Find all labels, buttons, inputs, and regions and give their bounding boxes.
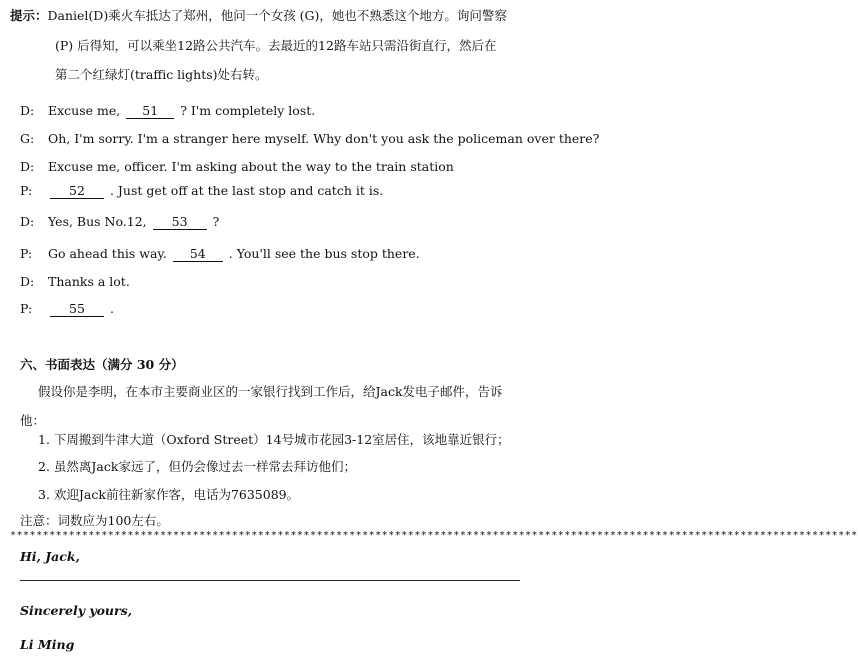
dialogue-line: Thanks a lot.: [48, 274, 130, 289]
hint-line-3: 第二个红绿灯(traffic lights)处右转。: [55, 67, 268, 82]
dialogue-text: ?: [208, 214, 220, 229]
dialogue-text: ? I'm completely lost.: [176, 103, 316, 118]
writing-point-3: 3. 欢迎Jack前往新家作客，电话为7635089。: [38, 487, 300, 502]
speaker-label: P:: [20, 246, 33, 261]
writing-point-1: 1. 下周搬到牛津大道（Oxford Street）14号城市花园3-12室居住，该地靠近银行；: [38, 432, 510, 447]
speaker-label: P:: [20, 183, 33, 198]
dialogue-line: Excuse me, officer. I'm asking about the way to the train station: [48, 159, 454, 174]
blank-52[interactable]: 52: [50, 184, 104, 199]
speaker-label: D:: [20, 103, 35, 118]
dialogue-line: [48, 183, 383, 199]
dialogue-line: [48, 246, 420, 262]
writing-prompt-line-2: 他：: [20, 413, 46, 428]
dialogue-text: . Just get off at the last stop and catch it is.: [106, 183, 384, 198]
speaker-label: D:: [20, 159, 35, 174]
writing-point-2: 2. 虽然离Jack家远了，但仍会像过去一样常去拜访他们；: [38, 459, 356, 474]
speaker-label: P:: [20, 301, 33, 316]
speaker-label: D:: [20, 214, 35, 229]
dialogue-text: Go ahead this way.: [48, 246, 171, 261]
blank-54[interactable]: 54: [173, 247, 223, 262]
dialogue-text: .: [106, 301, 114, 316]
hint-line-2: (P) 后得知，可以乘坐12路公共汽车。去最近的12路车站只需沿街直行，然后在: [55, 38, 497, 53]
dialogue-text: Excuse me,: [48, 103, 125, 118]
hint-label: 提示：: [10, 8, 48, 23]
hint-text-1: Daniel(D)乘火车抵达了郑州，他问一个女孩 (G)，她也不熟悉这个地方。询问警察: [47, 8, 507, 23]
blank-51[interactable]: 51: [126, 104, 174, 119]
writing-prompt-line-1: 假设你是李明，在本市主要商业区的一家银行找到工作后，给Jack发电子邮件，告诉: [38, 384, 503, 399]
dialogue-line: Oh, I'm sorry. I'm a stranger here myself. Why don't you ask the policeman over there?: [48, 131, 600, 146]
blank-53[interactable]: 53: [153, 215, 207, 230]
dialogue-line: [48, 103, 315, 119]
word-count-note: 注意：词数应为100左右。: [20, 513, 169, 528]
star-divider: **********************************************************************************************************************************: [10, 530, 858, 541]
letter-closing: Sincerely yours,: [20, 603, 132, 618]
letter-greeting: Hi, Jack,: [20, 549, 80, 564]
speaker-label: D:: [20, 274, 35, 289]
dialogue-text: . You'll see the bus stop there.: [224, 246, 420, 261]
letter-signature: Li Ming: [20, 637, 75, 652]
dialogue-text: Yes, Bus No.12,: [48, 214, 151, 229]
dialogue-line: [48, 301, 114, 317]
blank-55[interactable]: 55: [50, 302, 104, 317]
hint-line-1: [10, 8, 507, 24]
dialogue-line: [48, 214, 219, 230]
speaker-label: G:: [20, 131, 35, 146]
writing-line[interactable]: [20, 580, 520, 581]
section-heading: 六、书面表达（满分 30 分）: [20, 357, 184, 372]
